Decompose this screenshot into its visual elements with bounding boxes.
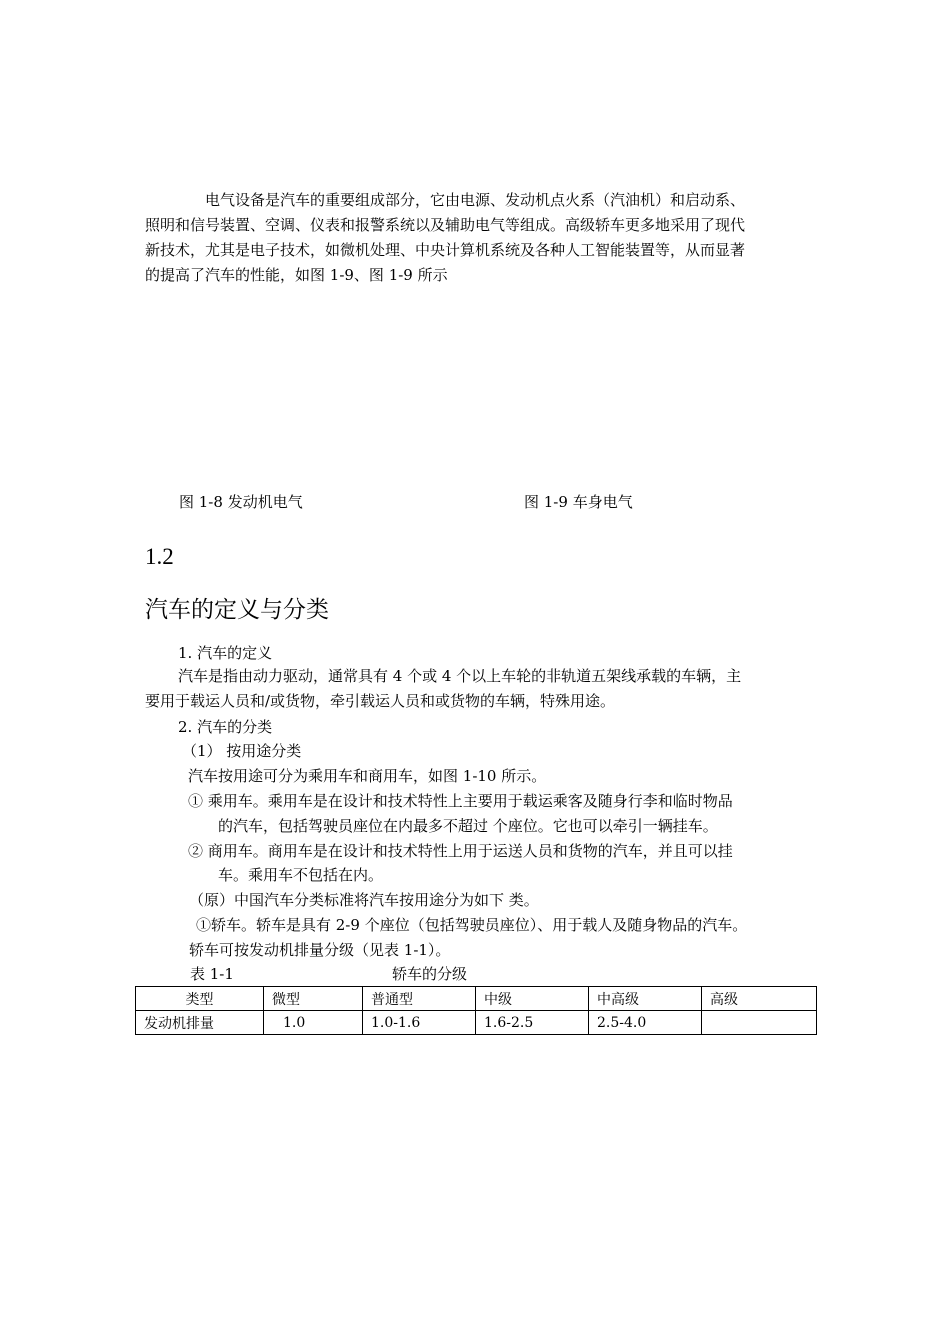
sedan-definition-line: ①轿车。轿车是具有 2-9 个座位（包括驾驶员座位）、用于载人及随身物品的汽车。 xyxy=(196,916,748,934)
definition-line-2: 要用于载运人员和/或货物，牵引载运人员和或货物的车辆，特殊用途。 xyxy=(145,692,616,710)
table-cell: 发动机排量 xyxy=(136,1011,264,1035)
intro-line-1: 电气设备是汽车的重要组成部分，它由电源、发动机点火系（汽油机）和启动系、 xyxy=(205,191,746,209)
item-commercial-line-2: 车。乘用车不包括在内。 xyxy=(218,866,384,884)
definition-paragraph xyxy=(145,664,807,714)
intro-line-4: 的提高了汽车的性能，如图 1-9、图 1-9 所示 xyxy=(145,266,448,284)
sedan-grade-table xyxy=(135,986,817,1035)
classification-subheading: （1） 按用途分类 xyxy=(182,742,302,760)
table-title: 轿车的分级 xyxy=(392,965,468,983)
intro-paragraph xyxy=(145,188,807,288)
intro-line-2: 照明和信号装置、空调、仪表和报警系统以及辅助电气等组成。高级轿车更多地采用了现代 xyxy=(145,216,746,234)
classification-intro: 汽车按用途可分为乘用车和商用车，如图 1-10 所示。 xyxy=(188,767,547,785)
sedan-grade-line: 轿车可按发动机排量分级（见表 1-1）。 xyxy=(189,941,451,959)
table-cell: 1.0-1.6 xyxy=(363,1011,476,1035)
table-header-cell: 中级 xyxy=(476,987,589,1011)
classification-heading: 2. 汽车的分类 xyxy=(178,718,273,736)
table-cell: 2.5-4.0 xyxy=(589,1011,702,1035)
table-header-cell: 微型 xyxy=(264,987,363,1011)
figure-caption-body: 图 1-9 车身电气 xyxy=(524,493,633,511)
intro-line-3: 新技术，尤其是电子技术，如微机处理、中央计算机系统及各种人工智能装置等，从而显著 xyxy=(145,241,746,259)
item-commercial-line-1: ② 商用车。商用车是在设计和技术特性上用于运送人员和货物的汽车，并且可以挂 xyxy=(188,842,733,860)
item-passenger-line-1: ① 乘用车。乘用车是在设计和技术特性上主要用于载运乘客及随身行李和临时物品 xyxy=(188,792,733,810)
table-header-cell: 中高级 xyxy=(589,987,702,1011)
table-cell xyxy=(702,1011,817,1035)
table-header-cell: 高级 xyxy=(702,987,817,1011)
table-header-cell: 类型 xyxy=(136,987,264,1011)
old-standard-line: （原）中国汽车分类标准将汽车按用途分为如下 类。 xyxy=(189,891,539,909)
definition-heading: 1. 汽车的定义 xyxy=(178,644,273,662)
table-cell: 1.0 xyxy=(264,1011,363,1035)
item-passenger-line-2: 的汽车，包括驾驶员座位在内最多不超过 个座位。它也可以牵引一辆挂车。 xyxy=(218,817,718,835)
table-cell: 1.6-2.5 xyxy=(476,1011,589,1035)
table-label: 表 1-1 xyxy=(190,965,234,983)
table-row xyxy=(136,1011,817,1035)
table-header-cell: 普通型 xyxy=(363,987,476,1011)
section-title: 汽车的定义与分类 xyxy=(145,597,329,623)
definition-line-1: 汽车是指由动力驱动，通常具有 4 个或 4 个以上车轮的非轨道五架线承载的车辆，主 xyxy=(178,667,742,685)
section-number: 1.2 xyxy=(145,544,174,569)
figure-caption-engine: 图 1-8 发动机电气 xyxy=(179,493,303,511)
table-header-row xyxy=(136,987,817,1011)
